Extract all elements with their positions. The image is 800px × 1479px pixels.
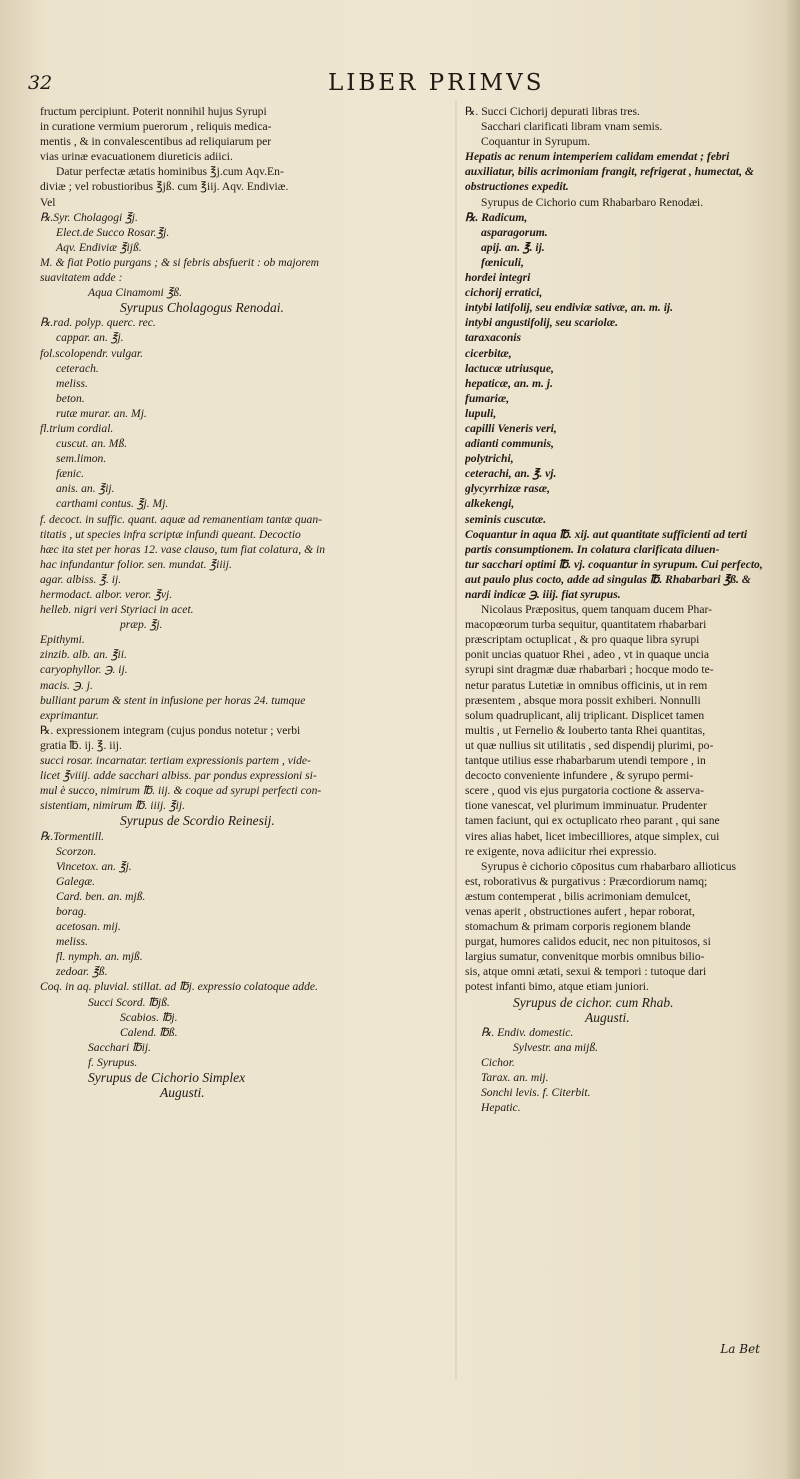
text-line: præscriptam octuplicat , & pro quaque libra syrupi	[465, 633, 700, 647]
text-line: titatis , ut species infra scriptæ infundi queant. Decoctio	[40, 527, 301, 541]
text-line: Syrupus Cholagogus Renodai.	[120, 300, 284, 316]
text-line: æstum contemperat , bilis acrimoniam demulcet,	[465, 889, 691, 903]
text-line: syrupi sint dragmæ duæ rhabarbari ; hocque modo te-	[465, 663, 714, 677]
text-line: multis , ut Fernelio & Iouberto tanta Rhei quantitas,	[465, 723, 706, 737]
text-line: anis. an. ℥ij.	[56, 482, 115, 496]
text-line: hepaticæ, an. m. j.	[465, 376, 553, 390]
text-line: Coq. in aq. pluvial. stillat. ad ℔j. expressio colatoque adde.	[40, 980, 318, 994]
text-line: Vincetox. an. ℥j.	[56, 859, 132, 873]
text-line: capilli Veneris veri,	[465, 421, 557, 435]
text-line: zinzib. alb. an. ℥ii.	[40, 648, 127, 662]
text-line: partis consumptionem. In colatura clarificata diluen-	[465, 542, 720, 556]
text-line: aut paulo plus cocto, adde ad singulas ℔. Rhabarbari ℥ß. &	[465, 572, 751, 586]
text-line: solum quadruplicant, alij triplicant. Displicet tamen	[465, 708, 705, 722]
page-edge-shadow	[786, 0, 800, 1479]
text-line: diviæ ; vel robustioribus ℥jß. cum ℥iij. Aqv. Endiviæ.	[40, 180, 289, 194]
text-line: meliss.	[56, 935, 88, 949]
text-line: licet ℥viiij. adde sacchari albiss. par pondus expressioni si-	[40, 769, 317, 783]
text-line: decocto conveniente infundere , & syrupo permi-	[465, 769, 694, 783]
text-line: Epithymi.	[40, 633, 85, 647]
text-line: Tarax. an. mij.	[481, 1071, 549, 1084]
text-line: Syrupus de Scordio Reinesij.	[120, 813, 275, 829]
text-line: ℞. Succi Cichorij depurati libras tres.	[465, 105, 640, 118]
text-line: borag.	[56, 904, 87, 918]
text-line: tur sacchari optimi ℔. vj. coquantur in syrupum. Cui perfecto,	[465, 557, 763, 571]
text-line: f. decoct. in suffic. quant. aquæ ad remanentiam tantæ quan-	[40, 512, 322, 526]
text-line: Augusti.	[160, 1085, 205, 1101]
text-line: Cichor.	[481, 1055, 515, 1069]
text-line: Hepatic.	[481, 1101, 521, 1115]
running-title: LIBER PRIMVS	[328, 70, 545, 96]
text-line: beton.	[56, 391, 85, 405]
text-line: polytrichi,	[465, 452, 514, 466]
text-line: hermodact. albor. veror. ℥vj.	[40, 588, 173, 601]
text-line: Sonchi levis. f. Citerbit.	[481, 1086, 591, 1100]
text-line: sis, atque omni ætati, sexui & tempori : tutoque dari	[465, 965, 707, 979]
text-line: ℞.Syr. Cholagogi ℥j.	[40, 210, 138, 224]
text-line: cichorij erratici,	[465, 286, 543, 300]
text-line: apij. an. ℥. ij.	[481, 240, 545, 254]
text-line: taraxaconis	[465, 331, 522, 345]
text-line: obstructiones expedit.	[465, 180, 569, 194]
text-line: cicerbitæ,	[465, 346, 512, 360]
text-line: Calend. ℔ß.	[120, 1025, 178, 1039]
text-line: stomachum & primam corporis regionem blande	[465, 920, 691, 934]
text-line: lactucæ utriusque,	[465, 361, 554, 375]
text-line: acetosan. mij.	[56, 920, 121, 934]
text-line: auxiliatur, bilis acrimoniam frangit, refrigerat , humectat, &	[465, 165, 754, 179]
text-line: exprimantur.	[40, 708, 99, 722]
text-line: Sylvestr. ana mijß.	[513, 1040, 599, 1054]
text-line: intybi angustifolij, seu scariolæ.	[465, 316, 618, 330]
text-line: sistentiam, nimirum ℔. iiij. ℥ij.	[40, 799, 186, 813]
right-column	[465, 104, 775, 1115]
text-line: tamen faciunt, qui ex octuplicato rheo parant , qui sane	[465, 814, 720, 828]
text-line: fl. nymph. an. mjß.	[56, 950, 143, 964]
text-line: re exigente, nova adiicitur rhei expressio.	[465, 844, 657, 858]
text-line: Aqua Cinamomi ℥ß.	[88, 286, 182, 300]
text-line: purgat, humores calidos educit, nec non pituitosos, si	[465, 935, 711, 949]
text-line: ut quæ nullius sit utilitatis , sed dispendij plurimi, po-	[465, 738, 714, 752]
text-line: præp. ℥j.	[120, 618, 163, 632]
text-line: Vel	[40, 195, 56, 209]
text-line: helleb. nigri veri Styriaci in acet.	[40, 603, 194, 617]
text-line: ceterachi, an. ℥. vj.	[465, 467, 557, 481]
text-line: scere , quod vis ejus purgatoria coctione & asserva-	[465, 784, 704, 798]
text-line: largius sumatur, convenitque morbis omnibus bilio-	[465, 950, 705, 964]
text-line: Hepatis ac renum intemperiem calidam emendat ; febri	[465, 150, 730, 164]
text-line: præsentem , absque mora possit exhiberi. Nonnulli	[465, 693, 701, 707]
text-line: vias urinæ evacuationem diureticis adiici.	[40, 150, 233, 164]
text-line: caryophyllor. ℈. ij.	[40, 663, 128, 677]
text-line: tione vanescat, vel plurimum imminuatur. Prudenter	[465, 799, 707, 813]
text-line: alkekengi,	[465, 497, 515, 511]
text-line: Nicolaus Præpositus, quem tanquam ducem Phar-	[481, 603, 712, 617]
text-line: fumariæ,	[465, 391, 510, 405]
text-line: Coquantur in Syrupum.	[481, 135, 591, 149]
text-line: Succi Scord. ℔jß.	[88, 995, 170, 1009]
text-line: Syrupus de Cichorio cum Rhabarbaro Renodæi.	[481, 195, 704, 209]
text-line: rutæ murar. an. Mj.	[56, 406, 147, 420]
text-line: glycyrrhizæ rasæ,	[465, 482, 551, 496]
text-line: ℞.Tormentill.	[40, 829, 105, 843]
text-line: Augusti.	[585, 1009, 630, 1025]
text-line: in curatione vermium puerorum , reliquis medica-	[40, 120, 272, 134]
text-line: ℞. expressionem integram (cujus pondus notetur ; verbi	[40, 723, 301, 737]
text-line: gratia ℔. ij. ℥. iij.	[40, 738, 122, 752]
text-line: Datur perfectæ ætatis hominibus ℥j.cum Aqv.En-	[56, 165, 284, 179]
text-line: ℞. Radicum,	[465, 210, 528, 224]
text-line: lupuli,	[465, 406, 497, 420]
text-line: Scabios. ℔j.	[120, 1010, 178, 1024]
text-line: zedoar. ℥ß.	[56, 965, 108, 979]
text-line: est, roborativus & purgativus : Præcordiorum namq;	[465, 874, 708, 888]
text-line: ponit uncias quatuor Rhei , adeo , vt in quaque uncia	[465, 648, 710, 662]
text-line: meliss.	[56, 376, 88, 390]
text-line: sem.limon.	[56, 452, 107, 466]
text-line: macis. ℈. j.	[40, 678, 93, 692]
left-column	[40, 104, 455, 1100]
text-line: vires alias habet, licet imbecilliores, atque simplex, cui	[465, 829, 720, 843]
text-line: ceterach.	[56, 361, 99, 375]
text-line: mentis , & in convalescentibus ad reliquiarum per	[40, 135, 272, 149]
text-line: Sacchari clarificati libram vnam semis.	[481, 120, 663, 134]
text-line: ℞. Endiv. domestic.	[481, 1025, 574, 1039]
text-line: M. & fiat Potio purgans ; & si febris absfuerit : ob majorem	[40, 255, 319, 269]
text-line: mul è succo, nimirum ℔. iij. & coque ad syrupi perfecti con-	[40, 784, 322, 798]
text-line: succi rosar. incarnatar. tertiam expressionis partem , vide-	[40, 754, 311, 768]
text-line: Galegæ.	[56, 874, 95, 888]
text-line: fructum percipiunt. Poterit nonnihil hujus Syrupi	[40, 105, 267, 118]
text-line: adianti communis,	[465, 437, 554, 451]
text-line: macopœorum turba sequitur, quantitatem rhabarbari	[465, 618, 707, 632]
text-line: cappar. an. ℥j.	[56, 331, 124, 345]
text-line: intybi latifolij, seu endiviæ sativæ, an. m. ij.	[465, 301, 674, 315]
text-line: venas aperit , obstructiones aufert , hepar roborat,	[465, 904, 695, 918]
catchword: La Bet	[720, 1342, 760, 1356]
text-line: nardi indicæ ℈. iiij. fiat syrupus.	[465, 588, 621, 601]
text-line: fænic.	[56, 467, 85, 481]
text-line: Syrupus de cichor. cum Rhab.	[513, 994, 674, 1010]
text-line: Card. ben. an. mjß.	[56, 889, 146, 903]
text-line: hordei integri	[465, 271, 531, 285]
text-line: Scorzon.	[56, 844, 97, 858]
text-line: Elect.de Succo Rosar.℥j.	[56, 225, 170, 239]
text-line: fl.trium cordial.	[40, 421, 114, 435]
text-line: ℞.rad. polyp. querc. rec.	[40, 316, 156, 330]
text-line: Aqv. Endiviæ ℥ijß.	[56, 240, 142, 254]
text-line: Coquantur in aqua ℔. xij. aut quantitate sufficienti ad terti	[465, 527, 748, 541]
page-header	[28, 70, 768, 100]
folio-number: 32	[28, 72, 53, 94]
text-line: hæc ita stet per horas 12. vase clauso, tum fiat colatura, & in	[40, 542, 325, 556]
text-line: agar. albiss. ℥. ij.	[40, 572, 122, 586]
text-line: carthami contus. ℥j. Mj.	[56, 497, 169, 511]
column-divider	[455, 100, 457, 1380]
text-line: bulliant parum & stent in infusione per horas 24. tumque	[40, 693, 306, 707]
text-line: Syrupus de Cichorio Simplex	[88, 1070, 246, 1085]
text-line: suavitatem adde :	[40, 271, 123, 285]
text-line: Syrupus è cichorio cōpositus cum rhabarbaro allioticus	[481, 859, 737, 873]
text-line: potest infanti bimo, atque etiam juniori.	[465, 980, 649, 994]
text-line: f. Syrupus.	[88, 1055, 138, 1069]
text-line: netur paratus Lutetiæ in omnibus officinis, ut in rem	[465, 678, 708, 692]
text-line: cuscut. an. Mß.	[56, 437, 128, 451]
text-line: fol.scolopendr. vulgar.	[40, 346, 144, 360]
text-line: fœniculi,	[481, 255, 524, 269]
text-line: Sacchari ℔ij.	[88, 1040, 151, 1054]
text-line: asparagorum.	[481, 225, 548, 239]
text-line: tantque utilius esse rhabarbarum utendi tempore , in	[465, 754, 706, 768]
text-line: hac infundantur folior. sen. mundat. ℥iiij.	[40, 557, 232, 571]
text-line: seminis cuscutæ.	[465, 512, 547, 526]
